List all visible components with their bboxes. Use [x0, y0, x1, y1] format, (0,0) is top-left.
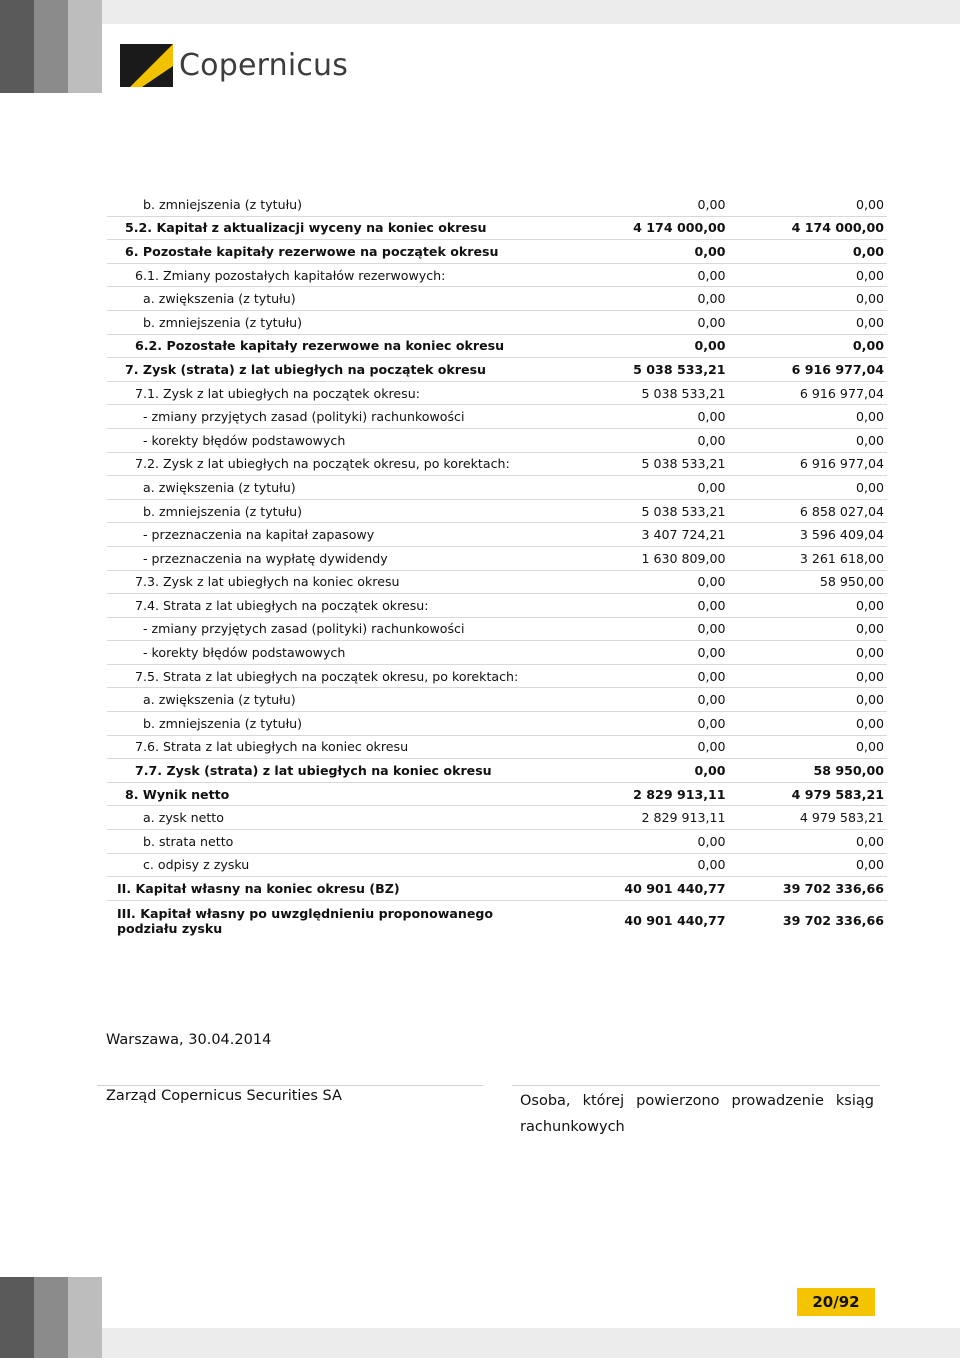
value-previous-period: 0,00: [726, 476, 887, 500]
table-row: [107, 499, 887, 523]
value-previous-period: 3 596 409,04: [726, 523, 887, 547]
value-current-period: 0,00: [604, 287, 725, 311]
table-row: [107, 735, 887, 759]
table-row: [107, 688, 887, 712]
value-current-period: 2 829 913,11: [604, 782, 725, 806]
value-current-period: 0,00: [604, 570, 725, 594]
company-logo: [120, 44, 348, 87]
row-label: a. zwiększenia (z tytułu): [107, 476, 604, 500]
row-label: b. zmniejszenia (z tytułu): [107, 193, 604, 216]
value-current-period: 0,00: [604, 405, 725, 429]
row-label: - przeznaczenia na kapitał zapasowy: [107, 523, 604, 547]
signature-word: Osoba,: [520, 1093, 571, 1109]
table-row: [107, 334, 887, 358]
table-row: [107, 641, 887, 665]
table-row: [107, 877, 887, 901]
value-previous-period: 0,00: [726, 428, 887, 452]
value-current-period: 4 174 000,00: [604, 216, 725, 240]
footer-bar: [102, 1328, 960, 1358]
value-current-period: 0,00: [604, 334, 725, 358]
header-bar: [102, 0, 960, 24]
row-label: - korekty błędów podstawowych: [107, 428, 604, 452]
table-row: [107, 900, 887, 941]
signature-management-board: Zarząd Copernicus Securities SA: [106, 1088, 342, 1104]
table-row: [107, 287, 887, 311]
table-row: [107, 830, 887, 854]
value-current-period: 0,00: [604, 263, 725, 287]
value-previous-period: 4 979 583,21: [726, 806, 887, 830]
table-row: [107, 193, 887, 216]
row-label: 7.3. Zysk z lat ubiegłych na koniec okresu: [107, 570, 604, 594]
value-current-period: 0,00: [604, 310, 725, 334]
table-row: [107, 263, 887, 287]
row-label: 6.1. Zmiany pozostałych kapitałów rezerwowych:: [107, 263, 604, 287]
value-current-period: 5 038 533,21: [604, 452, 725, 476]
value-current-period: 40 901 440,77: [604, 877, 725, 901]
value-previous-period: 39 702 336,66: [726, 877, 887, 901]
row-label: - przeznaczenia na wypłatę dywidendy: [107, 546, 604, 570]
table-row: [107, 523, 887, 547]
value-current-period: 0,00: [604, 641, 725, 665]
signature-word: powierzono: [636, 1093, 720, 1109]
row-label: 7.4. Strata z lat ubiegłych na początek okresu:: [107, 594, 604, 618]
value-previous-period: 0,00: [726, 405, 887, 429]
value-current-period: 0,00: [604, 193, 725, 216]
value-previous-period: 0,00: [726, 830, 887, 854]
row-label: 7.2. Zysk z lat ubiegłych na początek okresu, po korektach:: [107, 452, 604, 476]
value-previous-period: 0,00: [726, 193, 887, 216]
row-label: 7.5. Strata z lat ubiegłych na początek okresu, po korektach:: [107, 664, 604, 688]
value-current-period: 0,00: [604, 830, 725, 854]
value-previous-period: 0,00: [726, 735, 887, 759]
value-current-period: 0,00: [604, 735, 725, 759]
value-current-period: 0,00: [604, 240, 725, 264]
value-previous-period: 3 261 618,00: [726, 546, 887, 570]
table-row: [107, 759, 887, 783]
signature-line-left: [97, 1085, 483, 1086]
value-current-period: 40 901 440,77: [624, 913, 726, 929]
value-previous-period: 0,00: [726, 240, 887, 264]
table-row: [107, 570, 887, 594]
value-current-period: 0,00: [604, 759, 725, 783]
row-label: 7. Zysk (strata) z lat ubiegłych na początek okresu: [107, 358, 604, 382]
row-label: 6. Pozostałe kapitały rezerwowe na początek okresu: [107, 240, 604, 264]
table-row: [107, 853, 887, 877]
row-label: III. Kapitał własny po uwzględnieniu proponowanego podziału zysku: [117, 905, 494, 936]
value-previous-period: 0,00: [726, 263, 887, 287]
value-previous-period: 6 916 977,04: [726, 452, 887, 476]
value-previous-period: 0,00: [726, 853, 887, 877]
row-label: b. zmniejszenia (z tytułu): [107, 499, 604, 523]
row-label: b. zmniejszenia (z tytułu): [107, 712, 604, 736]
table-row: [107, 594, 887, 618]
table-row: [107, 546, 887, 570]
signature-word: której: [582, 1093, 625, 1109]
row-label: a. zwiększenia (z tytułu): [107, 688, 604, 712]
company-name: Copernicus: [179, 48, 349, 83]
row-label: 8. Wynik netto: [107, 782, 604, 806]
signature-bookkeeper: [520, 1088, 874, 1140]
value-previous-period: 4 174 000,00: [726, 216, 887, 240]
value-previous-period: 0,00: [726, 641, 887, 665]
row-label: - zmiany przyjętych zasad (polityki) rachunkowości: [107, 617, 604, 641]
place-date: Warszawa, 30.04.2014: [106, 1032, 272, 1048]
value-previous-period: 0,00: [726, 594, 887, 618]
table-row: [107, 405, 887, 429]
decorative-stripes-top: [0, 0, 102, 93]
table-row: [107, 452, 887, 476]
row-label: b. strata netto: [107, 830, 604, 854]
row-label: c. odpisy z zysku: [107, 853, 604, 877]
value-current-period: 0,00: [604, 594, 725, 618]
table-row: [107, 358, 887, 382]
table-row: [107, 664, 887, 688]
value-previous-period: 58 950,00: [726, 759, 887, 783]
value-previous-period: 0,00: [726, 688, 887, 712]
value-current-period: 5 038 533,21: [604, 358, 725, 382]
table-row: [107, 617, 887, 641]
value-previous-period: 0,00: [726, 712, 887, 736]
value-previous-period: 0,00: [726, 310, 887, 334]
table-row: [107, 806, 887, 830]
row-label: - korekty błędów podstawowych: [107, 641, 604, 665]
signature-line-right: [512, 1085, 880, 1086]
copernicus-logo-icon: [120, 44, 173, 87]
value-current-period: 0,00: [604, 712, 725, 736]
row-label: II. Kapitał własny na koniec okresu (BZ): [107, 877, 604, 901]
table-row: [107, 216, 887, 240]
value-current-period: 1 630 809,00: [604, 546, 725, 570]
page-number: 20/92: [797, 1288, 875, 1316]
value-previous-period: 6 916 977,04: [726, 381, 887, 405]
row-label: a. zysk netto: [107, 806, 604, 830]
row-label: 6.2. Pozostałe kapitały rezerwowe na koniec okresu: [107, 334, 604, 358]
value-current-period: 5 038 533,21: [604, 381, 725, 405]
row-label: 7.7. Zysk (strata) z lat ubiegłych na koniec okresu: [107, 759, 604, 783]
value-previous-period: 0,00: [726, 664, 887, 688]
row-label: - zmiany przyjętych zasad (polityki) rachunkowości: [107, 405, 604, 429]
value-previous-period: 0,00: [726, 617, 887, 641]
row-label: 5.2. Kapitał z aktualizacji wyceny na koniec okresu: [107, 216, 604, 240]
value-previous-period: 0,00: [726, 334, 887, 358]
table-row: [107, 310, 887, 334]
signature-bookkeeper-line2: rachunkowych: [520, 1119, 625, 1135]
value-current-period: 2 829 913,11: [604, 806, 725, 830]
value-previous-period: 39 702 336,66: [782, 913, 884, 929]
value-previous-period: 58 950,00: [726, 570, 887, 594]
value-current-period: 0,00: [604, 853, 725, 877]
value-previous-period: 4 979 583,21: [726, 782, 887, 806]
value-previous-period: 6 858 027,04: [726, 499, 887, 523]
value-previous-period: 0,00: [726, 287, 887, 311]
table-row: [107, 476, 887, 500]
row-label: 7.6. Strata z lat ubiegłych na koniec okresu: [107, 735, 604, 759]
row-label: b. zmniejszenia (z tytułu): [107, 310, 604, 334]
table-row: [107, 712, 887, 736]
value-current-period: 0,00: [604, 664, 725, 688]
row-label: 7.1. Zysk z lat ubiegłych na początek okresu:: [107, 381, 604, 405]
value-current-period: 0,00: [604, 688, 725, 712]
decorative-stripes-bottom: [0, 1277, 102, 1358]
value-current-period: 0,00: [604, 428, 725, 452]
table-row: [107, 240, 887, 264]
table-row: [107, 428, 887, 452]
signature-word: ksiąg: [835, 1093, 874, 1109]
table-row: [107, 381, 887, 405]
value-current-period: 3 407 724,21: [604, 523, 725, 547]
value-current-period: 5 038 533,21: [604, 499, 725, 523]
value-current-period: 0,00: [604, 617, 725, 641]
equity-changes-table: [107, 193, 887, 941]
row-label: a. zwiększenia (z tytułu): [107, 287, 604, 311]
value-previous-period: 6 916 977,04: [726, 358, 887, 382]
value-current-period: 0,00: [604, 476, 725, 500]
table-row: [107, 782, 887, 806]
signature-word: prowadzenie: [731, 1093, 824, 1109]
